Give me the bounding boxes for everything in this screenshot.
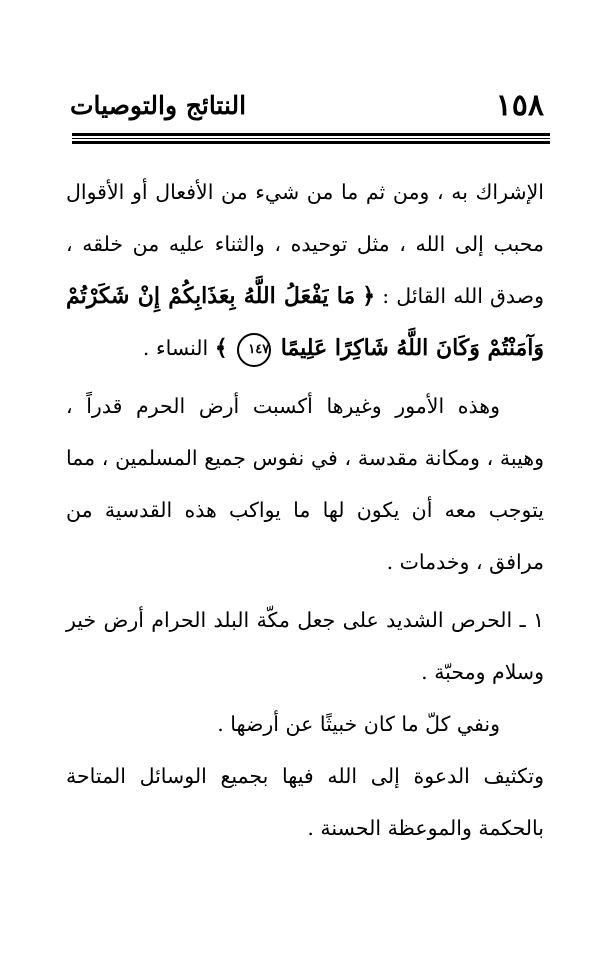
quran-bracket-open: ﴿ (362, 283, 376, 309)
paragraph-1 (66, 166, 544, 374)
quran-verse: مَا يَفْعَلُ اللَّهُ بِعَذَابِكُمْ إِنْ شَكَرْتُمْ وَآمَنْتُمْ وَكَانَ اللَّهُ شَاكِرًا عَلِيمًا (66, 283, 544, 361)
header-rule-bottom (72, 141, 550, 144)
verse-number-badge: ١٤٧ (237, 333, 271, 367)
surah-name: النساء . (142, 336, 209, 360)
running-title: النتائج والتوصيات (70, 91, 247, 120)
page-header (70, 86, 544, 126)
body-text (66, 166, 544, 854)
paragraph-5: وتكثيف الدعوة إلى الله فيها بجميع الوسائل المتاحة بالحكمة والموعظة الحسنة . (66, 764, 544, 840)
header-rule-top (72, 133, 550, 136)
paragraph-2: وهذه الأمور وغيرها أكسبت أرض الحرم قدراً ، وهيبة ، ومكانة مقدسة ، في نفوس جميع المسلمين ، مما يتوجب معه أن يكون لها ما يواكب هذه القدسية من مرافق ، وخدمات . (66, 394, 544, 574)
paragraph-3-list-item: ١ ـ الحرص الشديد على جعل مكّة البلد الحرام أرض خير وسلام ومحبّة . (66, 608, 544, 684)
quran-bracket-close: ﴾ (214, 335, 228, 361)
header-rule-middle (72, 138, 550, 139)
paragraph-1-text: الإشراك به ، ومن ثم ما من شيء من الأفعال أو الأقوال محبب إلى الله ، مثل توحيده ، والثناء عليه من خلقه ، وصدق الله القائل : (66, 180, 544, 308)
page-number: ١٥٨ (495, 88, 544, 123)
paragraph-4: ونفي كلّ ما كان خبيثًا عن أرضها . (217, 712, 500, 736)
